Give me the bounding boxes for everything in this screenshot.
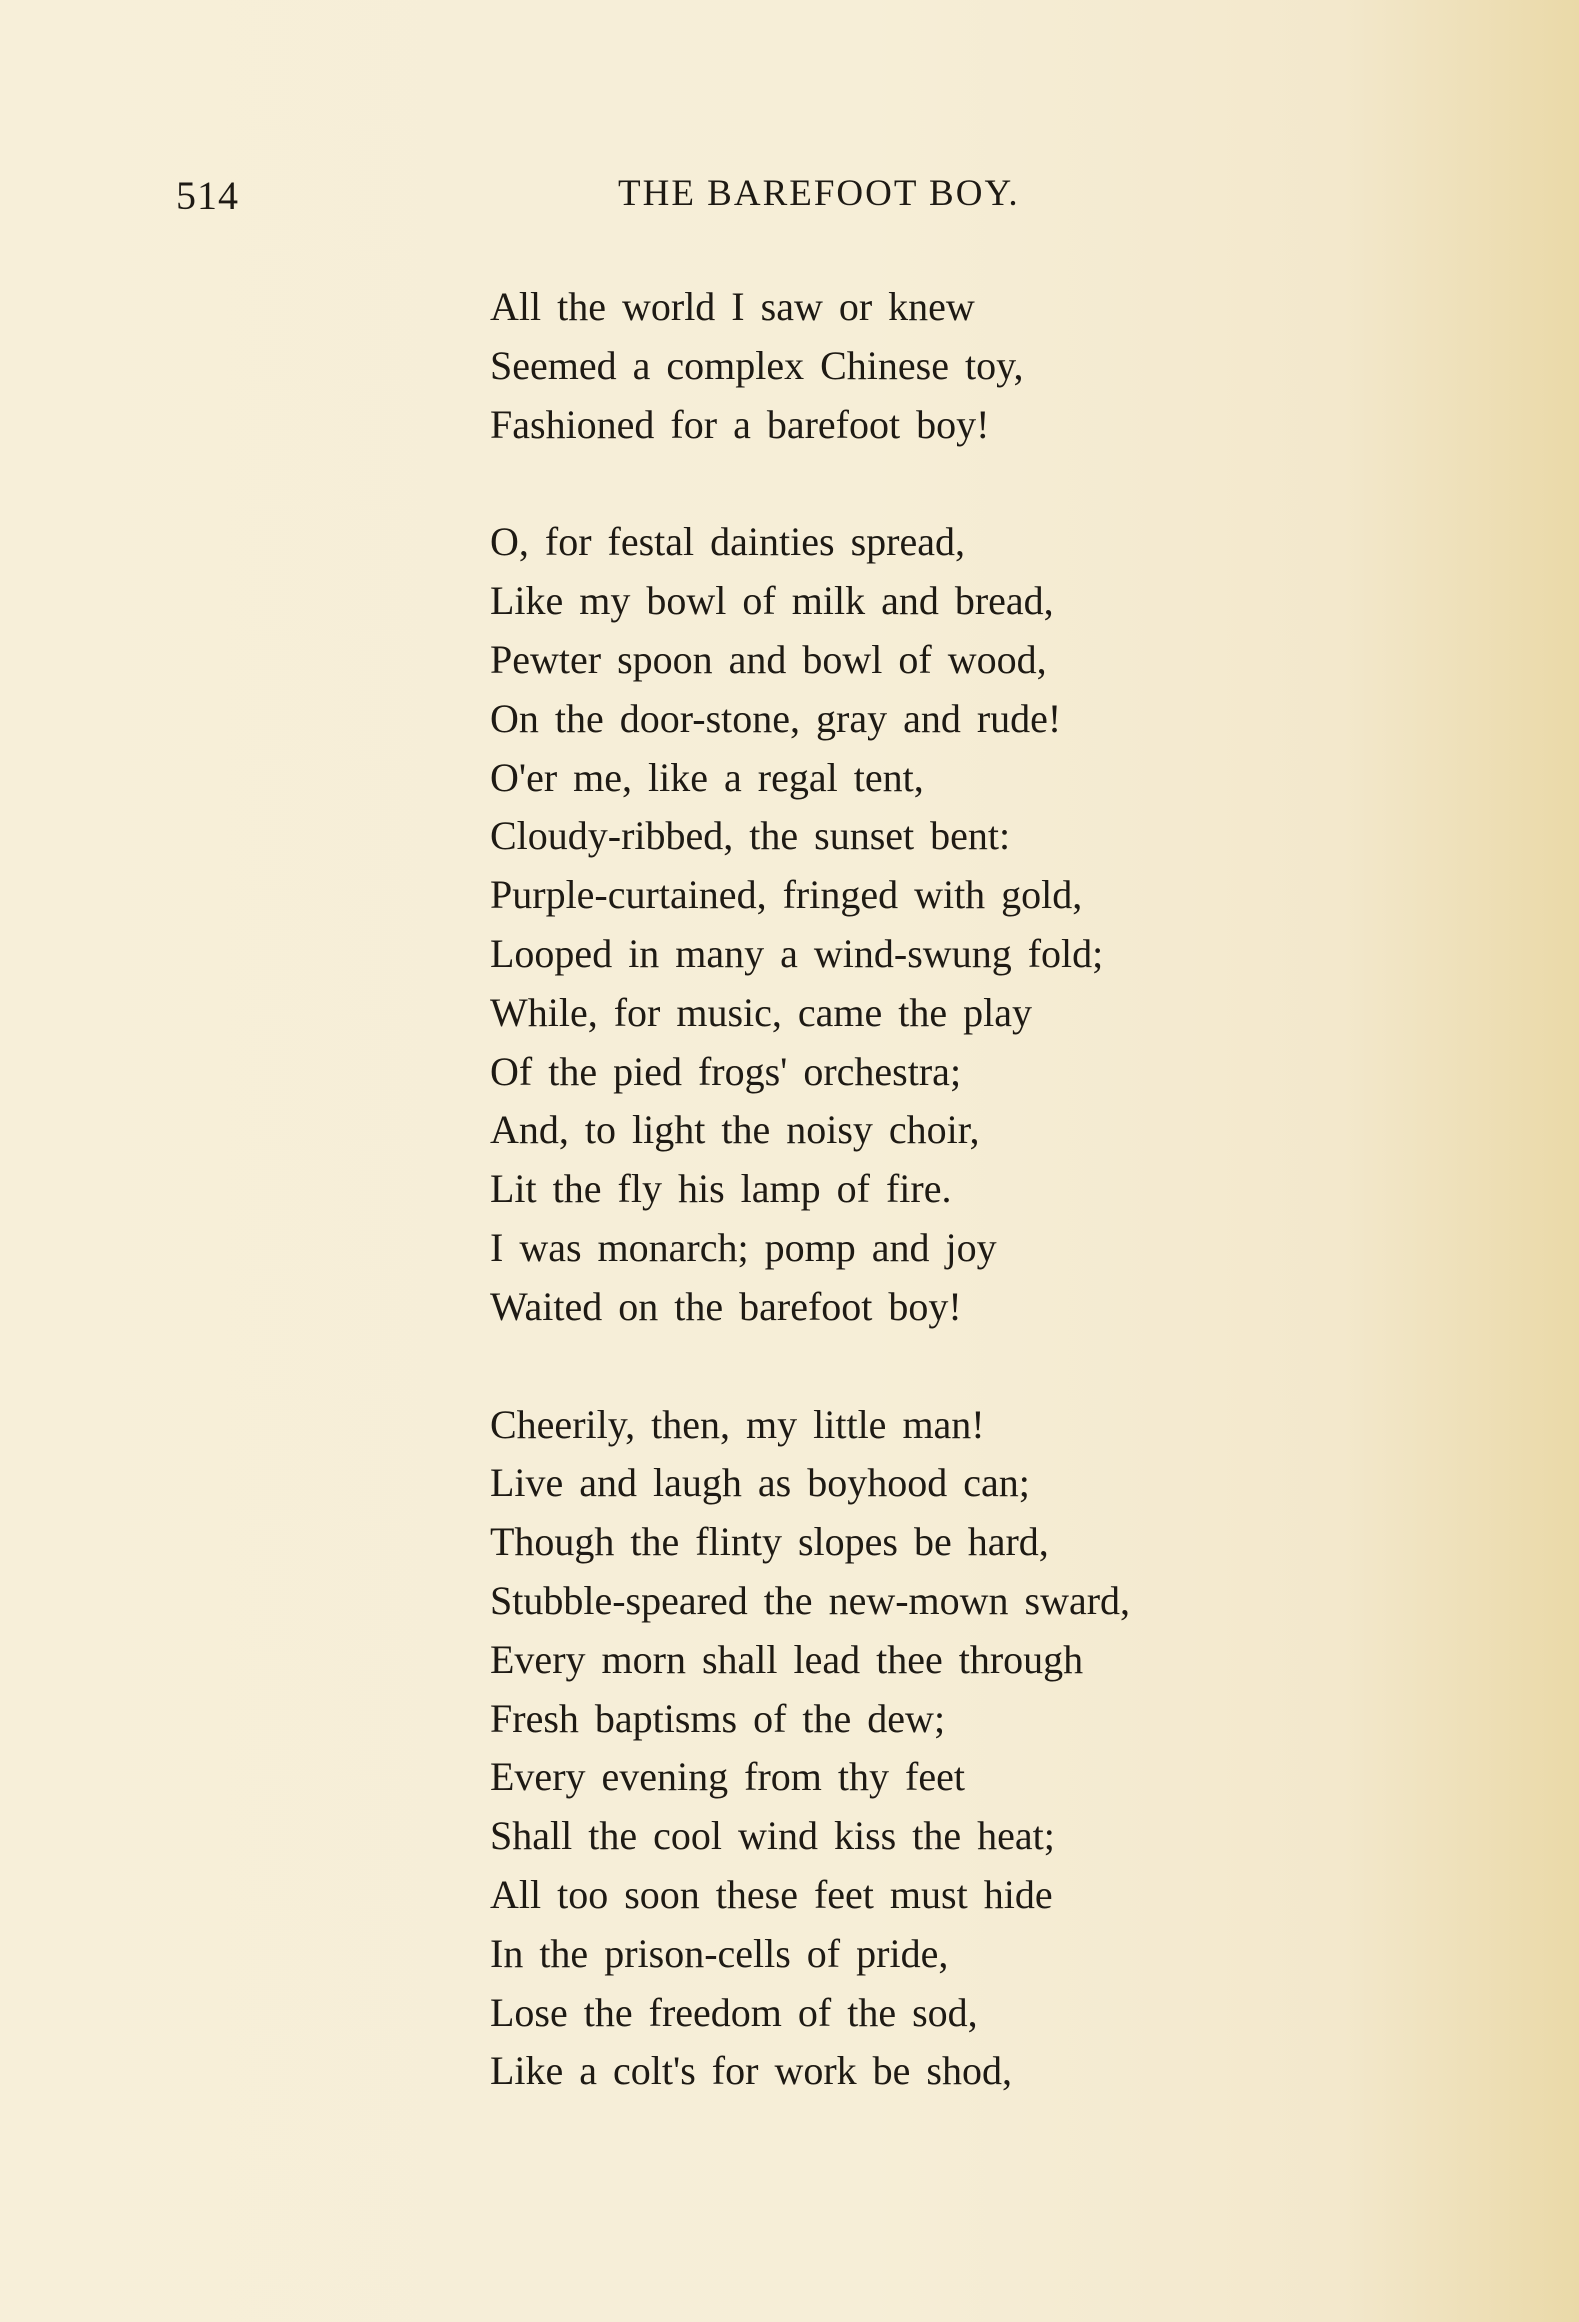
poem-line: All the world I saw or knew xyxy=(490,284,975,329)
stanza-3 xyxy=(490,1396,1290,2102)
poem-line: Fresh baptisms of the dew; xyxy=(490,1695,946,1741)
poem-line: Every morn shall lead thee through xyxy=(490,1636,1084,1682)
poem-line: Though the flinty slopes be hard, xyxy=(490,1519,1049,1565)
poem-line: Like my bowl of milk and bread, xyxy=(490,578,1054,624)
poem-line: Stubble-speared the new-mown sward, xyxy=(490,1577,1131,1623)
poem-line: Fashioned for a barefoot boy! xyxy=(490,401,990,447)
poem-line: Live and laugh as boyhood can; xyxy=(490,1460,1030,1506)
poem-line: O, for festal dainties spread, xyxy=(490,519,965,565)
poem-line: Cheerily, then, my little man! xyxy=(490,1401,985,1447)
poem-line: Of the pied frogs' orchestra; xyxy=(490,1048,962,1094)
poem-line: On the door-stone, gray and rude! xyxy=(490,695,1062,741)
poem-line: Looped in many a wind-swung fold; xyxy=(490,930,1104,976)
page-number: 514 xyxy=(176,173,239,218)
poem-line: In the prison-cells of pride, xyxy=(490,1930,949,1976)
poem-line: And, to light the noisy choir, xyxy=(490,1107,980,1153)
poem-line: Like a colt's for work be shod, xyxy=(490,2048,1012,2094)
poem-line: Cloudy-ribbed, the sunset bent: xyxy=(490,813,1011,859)
poem-line: Shall the cool wind kiss the heat; xyxy=(490,1813,1055,1859)
poem-line: Pewter spoon and bowl of wood, xyxy=(490,636,1047,682)
running-title: THE BAREFOOT BOY. xyxy=(618,173,1020,214)
poem-line: Seemed a complex Chinese toy, xyxy=(490,342,1024,388)
poem-line: O'er me, like a regal tent, xyxy=(490,754,924,800)
poem-line: Purple-curtained, fringed with gold, xyxy=(490,872,1083,918)
stanza-2 xyxy=(490,513,1290,1336)
poem-line: All too soon these feet must hide xyxy=(490,1871,1053,1917)
poem-line: Every evening from thy feet xyxy=(490,1754,965,1800)
poem-body xyxy=(490,278,1290,2101)
poem-line: Lose the freedom of the sod, xyxy=(490,1989,978,2035)
poem-line: While, for music, came the play xyxy=(490,989,1033,1035)
poem-line: I was monarch; pomp and joy xyxy=(490,1224,997,1270)
poem-line: Waited on the barefoot boy! xyxy=(490,1283,962,1329)
poem-line: Lit the fly his lamp of fire. xyxy=(490,1166,952,1212)
page-header xyxy=(0,172,1579,232)
stanza-1 xyxy=(490,278,1290,454)
